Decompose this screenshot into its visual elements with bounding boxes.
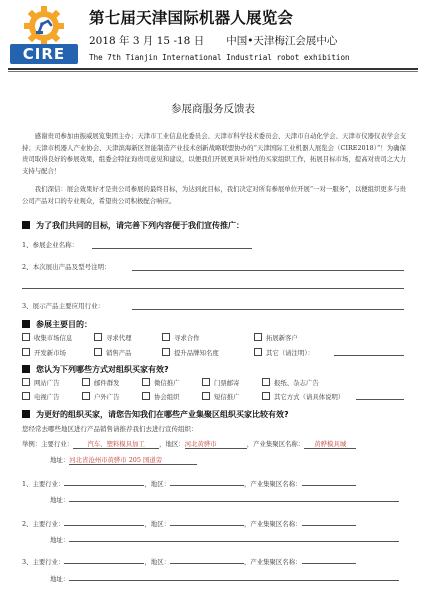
- exhibition-date-location: [89, 33, 337, 48]
- checkbox[interactable]: [94, 333, 102, 341]
- checkbox[interactable]: [142, 378, 150, 386]
- company-name-field[interactable]: [92, 248, 252, 249]
- checkbox[interactable]: [94, 348, 102, 356]
- section-3-label: 您认为下列哪些方式对组织买家有效?: [36, 365, 169, 374]
- region-field[interactable]: [170, 518, 244, 526]
- logo-text: CIRE: [22, 45, 66, 63]
- checkbox[interactable]: [142, 392, 150, 400]
- exhibition-date: 2018 年 3 月 15 -18 日: [89, 35, 205, 47]
- purpose-option[interactable]: 拓展新客户: [254, 333, 298, 342]
- checkbox[interactable]: [22, 333, 30, 341]
- purpose-option[interactable]: 收集市场信息: [22, 333, 72, 342]
- checkbox[interactable]: [262, 378, 270, 386]
- application-industry-label: 3、展示产品主要应用行业：: [22, 302, 105, 310]
- example-address: 河北省沧州市黄骅市 205 国道旁: [69, 455, 197, 465]
- products-field-line-2[interactable]: [22, 288, 404, 289]
- purpose-option[interactable]: 寻求合作: [162, 333, 200, 342]
- purpose-option[interactable]: 销售产品: [94, 348, 132, 357]
- example-region: 河北黄骅市: [185, 439, 247, 449]
- channel-option[interactable]: 协会组织: [142, 392, 180, 401]
- address-field[interactable]: [69, 494, 399, 502]
- cluster-entry-2-address: 地址：: [50, 534, 399, 544]
- products-field[interactable]: [132, 270, 404, 271]
- intro-text: [22, 131, 406, 177]
- intro-text-2: [22, 184, 406, 207]
- cire-logo: [8, 4, 80, 66]
- exhibition-title: 第七届天津国际机器人展览会: [89, 9, 294, 27]
- products-label: 2、本次展出产品及型号注明：: [22, 263, 111, 271]
- example-address-row: 地址：河北省沧州市黄骅市 205 国道旁: [50, 455, 197, 465]
- channel-option[interactable]: 网站广告: [22, 378, 60, 387]
- checkbox[interactable]: [22, 348, 30, 356]
- form-title: 参展商服务反馈表: [171, 103, 255, 115]
- example-cluster: 黄骅模具城: [304, 439, 356, 449]
- example-industry: 汽车、塑料模具加工: [73, 439, 159, 449]
- channel-option[interactable]: 邮件群发: [82, 378, 120, 387]
- checkbox[interactable]: [82, 378, 90, 386]
- checkbox[interactable]: [254, 333, 262, 341]
- checkbox[interactable]: [22, 392, 30, 400]
- purpose-option-other[interactable]: 其它（请注明）：: [254, 348, 314, 357]
- cluster-entry-1-address: 地址：: [50, 494, 399, 504]
- cluster-entry-3-address: 地址：: [50, 573, 399, 583]
- cluster-field[interactable]: [302, 556, 356, 564]
- address-field[interactable]: [69, 573, 399, 581]
- section-2-label: 参展主要目的：: [36, 320, 92, 329]
- checkbox[interactable]: [162, 348, 170, 356]
- industry-field[interactable]: [64, 518, 144, 526]
- exhibition-location: 中国•天津梅江会展中心: [226, 35, 338, 47]
- checkbox[interactable]: [202, 392, 210, 400]
- exhibition-english-title: The 7th Tianjin International Industrial robot exhibition: [89, 53, 350, 62]
- channel-option-other[interactable]: 其它方式（请具体说明）: [262, 392, 344, 401]
- section-square-icon: [22, 320, 30, 328]
- cluster-entry-1: 1、主要行业： ，地区： ，产业集聚区名称：: [22, 478, 356, 488]
- header-divider: [8, 68, 418, 70]
- industry-field[interactable]: [64, 556, 144, 564]
- intro-paragraph-2: 我们深信：展会效果好才是贵公司参展的最终目标，为达到此目标，我们决定对所有参展单位开展“一对一服务”，以便组织更多与贵公司产品对口的专业观众，希望贵公司积极配合响应。: [22, 185, 406, 205]
- purpose-option[interactable]: 寻求代理: [94, 333, 132, 342]
- checkbox[interactable]: [82, 392, 90, 400]
- example-row: 举例：主要行业： 汽车、塑料模具加工 ，地区：河北黄骅市 ，产业集聚区名称： 黄骅模具城: [22, 439, 356, 449]
- purpose-option[interactable]: 开发新市场: [22, 348, 66, 357]
- channel-option[interactable]: 报纸、杂志广告: [262, 378, 319, 387]
- cluster-note: 您经常去哪些地区进行产品销售请推荐我们去进行宣传组织：: [22, 425, 198, 433]
- region-field[interactable]: [170, 478, 244, 486]
- cluster-field[interactable]: [302, 518, 356, 526]
- cluster-entry-3: 3、主要行业： ，地区： ，产业集聚区名称：: [22, 556, 356, 566]
- checkbox[interactable]: [202, 378, 210, 386]
- section-4-title: [22, 409, 289, 420]
- checkbox[interactable]: [22, 378, 30, 386]
- checkbox[interactable]: [262, 392, 270, 400]
- channel-other-field[interactable]: [356, 399, 404, 400]
- cluster-field[interactable]: [302, 478, 356, 486]
- industry-field[interactable]: [64, 478, 144, 486]
- channel-option[interactable]: 电视广告: [22, 392, 60, 401]
- application-industry-field[interactable]: [132, 309, 404, 310]
- region-field[interactable]: [170, 556, 244, 564]
- purpose-option[interactable]: 提升品牌知名度: [162, 348, 219, 357]
- section-1-label: 为了我们共同的目标，请完善下列内容便于我们宣传推广：: [36, 221, 244, 230]
- channel-option[interactable]: 微信推广: [142, 378, 180, 387]
- section-square-icon: [22, 221, 30, 229]
- section-square-icon: [22, 365, 30, 373]
- checkbox[interactable]: [162, 333, 170, 341]
- section-1-title: [22, 220, 244, 231]
- header-divider-thin: [8, 71, 418, 72]
- company-name-label: 1、参展企业名称：: [22, 241, 79, 249]
- section-square-icon: [22, 410, 30, 418]
- channel-option[interactable]: 门票邮寄: [202, 378, 240, 387]
- checkbox[interactable]: [254, 348, 262, 356]
- section-4-label: 为更好的组织买家，请您告知我们在哪些产业集聚区组织买家比较有效?: [36, 410, 289, 419]
- intro-paragraph-1: 感谢贵司参加由振威展览集团主办；天津市工业信息化委员会、天津市科学技术委员会、天津市自动化学会、天津市仪器仪表学会支持；天津市机器人产业协会、天津滨海新区智能制造产业技术创新战略联盟协办的“天津国际工业机器人展览会（CIRE2018）”！为确保贵司取得良好的参展效果，组委会特征询贵司意见和建议，以便我们开展更具针对性的买家组织工作，拓展目标市场，提高对贵司之大力支持与配合！: [22, 132, 406, 175]
- channel-option[interactable]: 短信推广: [202, 392, 240, 401]
- cluster-entry-2: 2、主要行业： ，地区： ，产业集聚区名称：: [22, 518, 356, 528]
- purpose-other-field[interactable]: [334, 355, 404, 356]
- section-3-title: [22, 364, 169, 375]
- section-2-title: [22, 319, 92, 330]
- channel-option[interactable]: 户外广告: [82, 392, 120, 401]
- address-field[interactable]: [69, 534, 399, 542]
